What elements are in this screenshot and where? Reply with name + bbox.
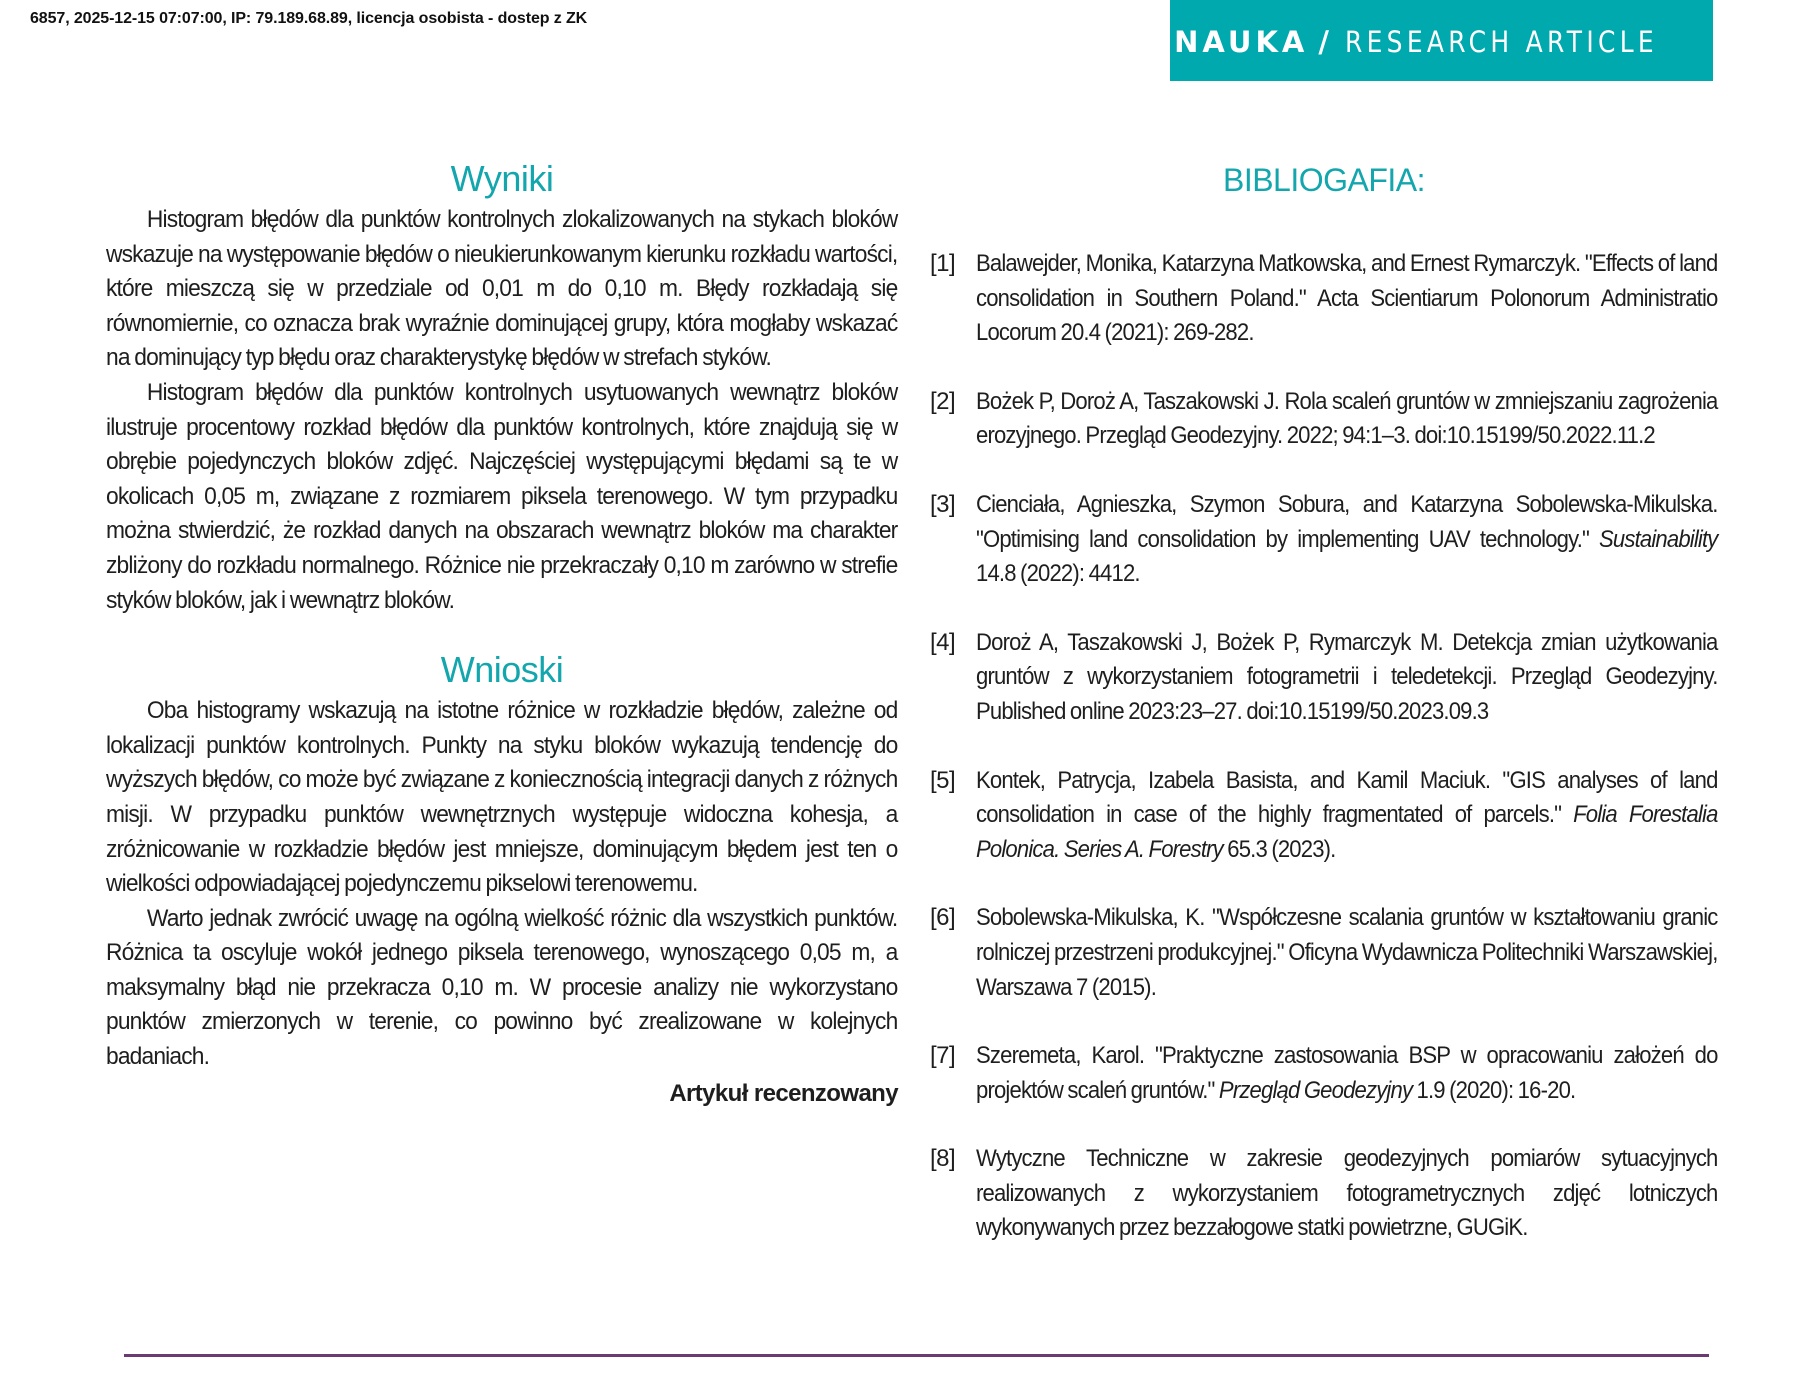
reference-text-body	[976, 1142, 1718, 1246]
reference-text	[976, 247, 1782, 351]
reference-item	[930, 901, 1718, 1005]
reference-number: [7]	[930, 1042, 956, 1070]
access-watermark-note: 6857, 2025-12-15 07:07:00, IP: 79.189.68.89, licencja osobista - dostep z ZK	[30, 10, 588, 27]
banner-section-label: NAUKA	[1174, 24, 1309, 59]
reference-item	[930, 488, 1718, 592]
reference-text-body	[976, 247, 1718, 351]
reference-number: [4]	[930, 628, 956, 656]
reference-text-main: Doroż A, Taszakowski J, Bożek P, Rymarczyk M. Detekcja zmian użytkowania gruntów z wykorzystaniem fotogrametrii i teledetekcji. Przegląd Geodezyjny. Published online 2023:23–27. doi:10.15199/50.2023.09.3	[976, 628, 1718, 725]
results-paragraph: Histogram błędów dla punktów kontrolnych zlokalizowanych na stykach bloków wskazuje na występowanie błędów o nieukierunkowanym kierunku rozkładu wartości, które mieszczą się w przedziale od 0,01 m do 0,10 m. Błędy rozkładają się równomiernie, co oznacza brak wyraźnie dominującej grupy, która mogłaby wskazać na dominujący typ błędu oraz charakterystykę błędów w strefach styków.	[106, 206, 898, 372]
reference-list	[930, 247, 1718, 1246]
reference-text	[976, 1039, 1782, 1108]
reference-text-main: Sobolewska-Mikulska, K. "Współczesne scalania gruntów w kształtowaniu granic rolniczej przestrzeni produkcyjnej." Oficyna Wydawnicza Politechniki Warszawskiej, Warszawa 7 (2015).	[976, 904, 1718, 1001]
peer-reviewed-signature: Artykuł recenzowany	[669, 1079, 898, 1107]
reference-text	[976, 901, 1782, 1005]
reference-item	[930, 1039, 1718, 1108]
reference-text-tail: 65.3 (2023).	[1222, 835, 1336, 863]
conclusions-paragraph: Warto jednak zwrócić uwagę na ogólną wielkość różnic dla wszystkich punktów. Różnica ta oscyluje wokół jednego piksela terenowego, wynoszącego 0,05 m, a maksymalny błąd nie przekracza 0,10 m. W procesie analizy nie wykorzystano punktów zmierzonych w terenie, co powinno być zrealizowane w kolejnych badaniach.	[106, 904, 898, 1071]
reference-number: [3]	[930, 490, 956, 518]
reference-text-main: Balawejder, Monika, Katarzyna Matkowska, and Ernest Rymarczyk. "Effects of land consolidation in Southern Poland." Acta Scientiarum Polonorum Administratio Locorum 20.4 (2021): 269-282.	[976, 250, 1718, 347]
reference-text-main: Wytyczne Techniczne w zakresie geodezyjnych pomiarów sytuacyjnych realizowanych z wykorzystaniem fotogrametrycznych zdjęć lotniczych wykonywanych przez bezzałogowe statki powietrzne, GUGiK.	[976, 1145, 1718, 1242]
reference-text-tail: 1.9 (2020): 16-20.	[1412, 1076, 1576, 1104]
conclusions-heading: Wnioski	[440, 649, 564, 691]
results-paragraph: Histogram błędów dla punktów kontrolnych usytuowanych wewnątrz bloków ilustruje procentowy rozkład błędów dla punktów kontrolnych, które znajdują się w obrębie pojedynczych bloków zdjęć. Najczęściej występującymi błędami są te w okolicach 0,05 m, związane z rozmiarem piksela terenowego. W tym przypadku można stwierdzić, że rozkład danych na obszarach wewnątrz bloków ma charakter zbliżony do rozkładu normalnego. Różnice nie przekraczały 0,10 m zarówno w strefie styków bloków, jak i wewnątrz bloków.	[106, 378, 898, 614]
reference-text-body	[976, 901, 1718, 1005]
reference-text-body	[976, 488, 1718, 592]
reference-item	[930, 247, 1718, 351]
reference-journal-title: Przegląd Geodezyjny	[1218, 1076, 1413, 1104]
banner-separator: /	[1318, 24, 1333, 59]
reference-text-body	[976, 1039, 1718, 1108]
reference-text	[976, 488, 1782, 592]
reference-text	[976, 626, 1782, 730]
reference-text-tail: 14.8 (2022): 4412.	[976, 560, 1140, 588]
reference-text	[976, 764, 1782, 868]
reference-text	[976, 1142, 1782, 1246]
reference-text-main: Cienciała, Agnieszka, Szymon Sobura, and Katarzyna Sobolewska-Mikulska. "Optimising land consolidation by implementing UAV technology."	[976, 490, 1718, 553]
conclusions-paragraph: Oba histogramy wskazują na istotne różnice w rozkładzie błędów, zależne od lokalizacji punktów kontrolnych. Punkty na styku bloków wykazują tendencję do wyższych błędów, co może być związane z koniecznością integracji danych z różnych misji. W przypadku punktów wewnętrznych występuje widoczna kohesja, a zróżnicowanie w rozkładzie błędów jest mniejsze, dominującym błędem jest ten o wielkości odpowiadającej pojedynczemu pikselowi terenowemu.	[106, 697, 898, 898]
reference-text-main: Kontek, Patrycja, Izabela Basista, and Kamil Maciuk. "GIS analyses of land consolidation in case of the highly fragmentated of parcels."	[976, 766, 1718, 829]
footer-divider	[124, 1354, 1709, 1357]
reference-number: [8]	[930, 1145, 956, 1173]
banner-category-label: RESEARCH ARTICLE	[1344, 24, 1658, 59]
reference-journal-title: Sustainability	[1599, 525, 1718, 553]
reference-item	[930, 1142, 1718, 1246]
section-banner	[1170, 0, 1713, 81]
reference-text-body	[976, 764, 1718, 868]
reference-item	[930, 764, 1718, 868]
reference-text-body	[976, 385, 1718, 454]
reference-text	[976, 385, 1782, 454]
right-column	[930, 155, 1718, 1280]
reference-number: [6]	[930, 904, 956, 932]
reference-item	[930, 385, 1718, 454]
reference-number: [2]	[930, 387, 956, 415]
results-heading: Wyniki	[450, 158, 554, 199]
reference-item	[930, 626, 1718, 730]
reference-number: [1]	[930, 250, 956, 277]
bibliography-heading: BIBLIOGAFIA:	[1222, 162, 1426, 198]
reference-text-body	[976, 626, 1718, 730]
reference-journal-title: Folia Forestalia Polonica. Series A. Forestry	[976, 801, 1718, 863]
left-column	[106, 155, 898, 1111]
reference-text-main: Bożek P, Doroż A, Taszakowski J. Rola scaleń gruntów w zmniejszaniu zagrożenia erozyjnego. Przegląd Geodezyjny. 2022; 94:1–3. doi:10.15199/50.2022.11.2	[976, 387, 1718, 450]
reference-text-main: Szeremeta, Karol. "Praktyczne zastosowania BSP w opracowaniu założeń do projektów scaleń gruntów."	[976, 1042, 1718, 1104]
reference-number: [5]	[930, 766, 956, 794]
